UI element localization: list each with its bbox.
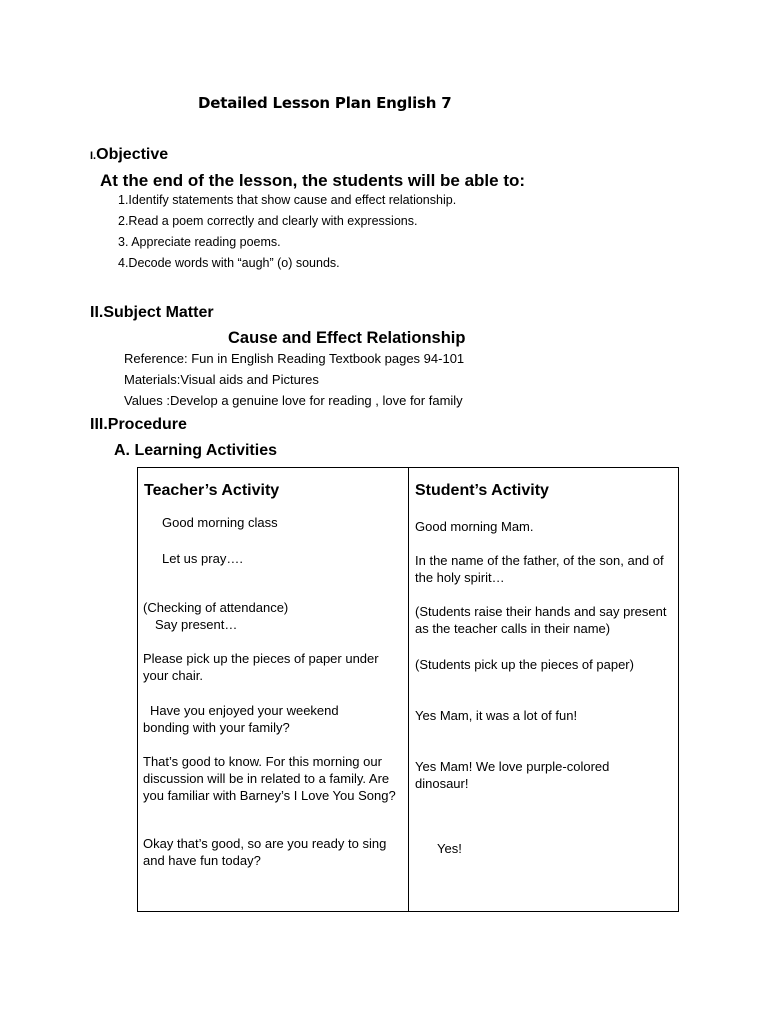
teacher-row-2: Let us pray…. bbox=[162, 551, 243, 566]
objective-item-1: 1.Identify statements that show cause and effect relationship. bbox=[118, 193, 457, 207]
student-row-7: Yes! bbox=[437, 841, 462, 856]
objective-numeral: I. bbox=[90, 150, 97, 162]
teacher-row-3: (Checking of attendance) bbox=[143, 600, 289, 615]
teacher-activity-header: Teacher’s Activity bbox=[144, 482, 280, 499]
student-row-5: Yes Mam, it was a lot of fun! bbox=[415, 708, 578, 723]
objective-heading-text: Objective bbox=[96, 146, 169, 163]
student-row-2: In the name of the father, of the son, and of the holy spirit… bbox=[415, 553, 664, 585]
student-row-1: Good morning Mam. bbox=[415, 519, 534, 534]
student-row-3: (Students raise their hands and say present as the teacher calls in their name) bbox=[415, 604, 667, 636]
learning-activities-table bbox=[137, 467, 679, 912]
document-title: Detailed Lesson Plan English 7 bbox=[198, 94, 452, 112]
student-row-6: Yes Mam! We love purple-colored dinosaur! bbox=[415, 759, 610, 791]
teacher-row-4: Say present… bbox=[155, 617, 238, 632]
learning-activities-heading: A. Learning Activities bbox=[114, 442, 277, 459]
student-activity-header: Student’s Activity bbox=[415, 482, 549, 499]
subject-matter-reference: Reference: Fun in English Reading Textbook pages 94-101 bbox=[124, 351, 465, 366]
student-row-4: (Students pick up the pieces of paper) bbox=[415, 657, 634, 672]
objective-item-3: 3. Appreciate reading poems. bbox=[118, 235, 281, 249]
subject-matter-topic: Cause and Effect Relationship bbox=[228, 329, 466, 347]
procedure-heading: III.Procedure bbox=[90, 416, 187, 433]
objective-item-4: 4.Decode words with “augh” (o) sounds. bbox=[118, 256, 340, 270]
subject-matter-heading: II.Subject Matter bbox=[90, 304, 214, 321]
teacher-row-5: Please pick up the pieces of paper under your chair. bbox=[143, 651, 379, 683]
subject-matter-values: Values :Develop a genuine love for reading , love for family bbox=[124, 393, 463, 408]
objective-lead: At the end of the lesson, the students will be able to: bbox=[100, 171, 526, 190]
teacher-row-6: Have you enjoyed your weekend bonding with your family? bbox=[143, 703, 339, 735]
teacher-row-1: Good morning class bbox=[162, 515, 278, 530]
subject-matter-materials: Materials:Visual aids and Pictures bbox=[124, 372, 319, 387]
teacher-row-8: Okay that’s good, so are you ready to sing and have fun today? bbox=[143, 836, 387, 868]
column-divider bbox=[408, 468, 409, 911]
teacher-row-7: That’s good to know. For this morning our discussion will be in related to a family. Are you familiar with Barney’s I Love You Song? bbox=[143, 754, 396, 803]
objective-heading bbox=[90, 146, 168, 164]
objective-item-2: 2.Read a poem correctly and clearly with expressions. bbox=[118, 214, 418, 228]
